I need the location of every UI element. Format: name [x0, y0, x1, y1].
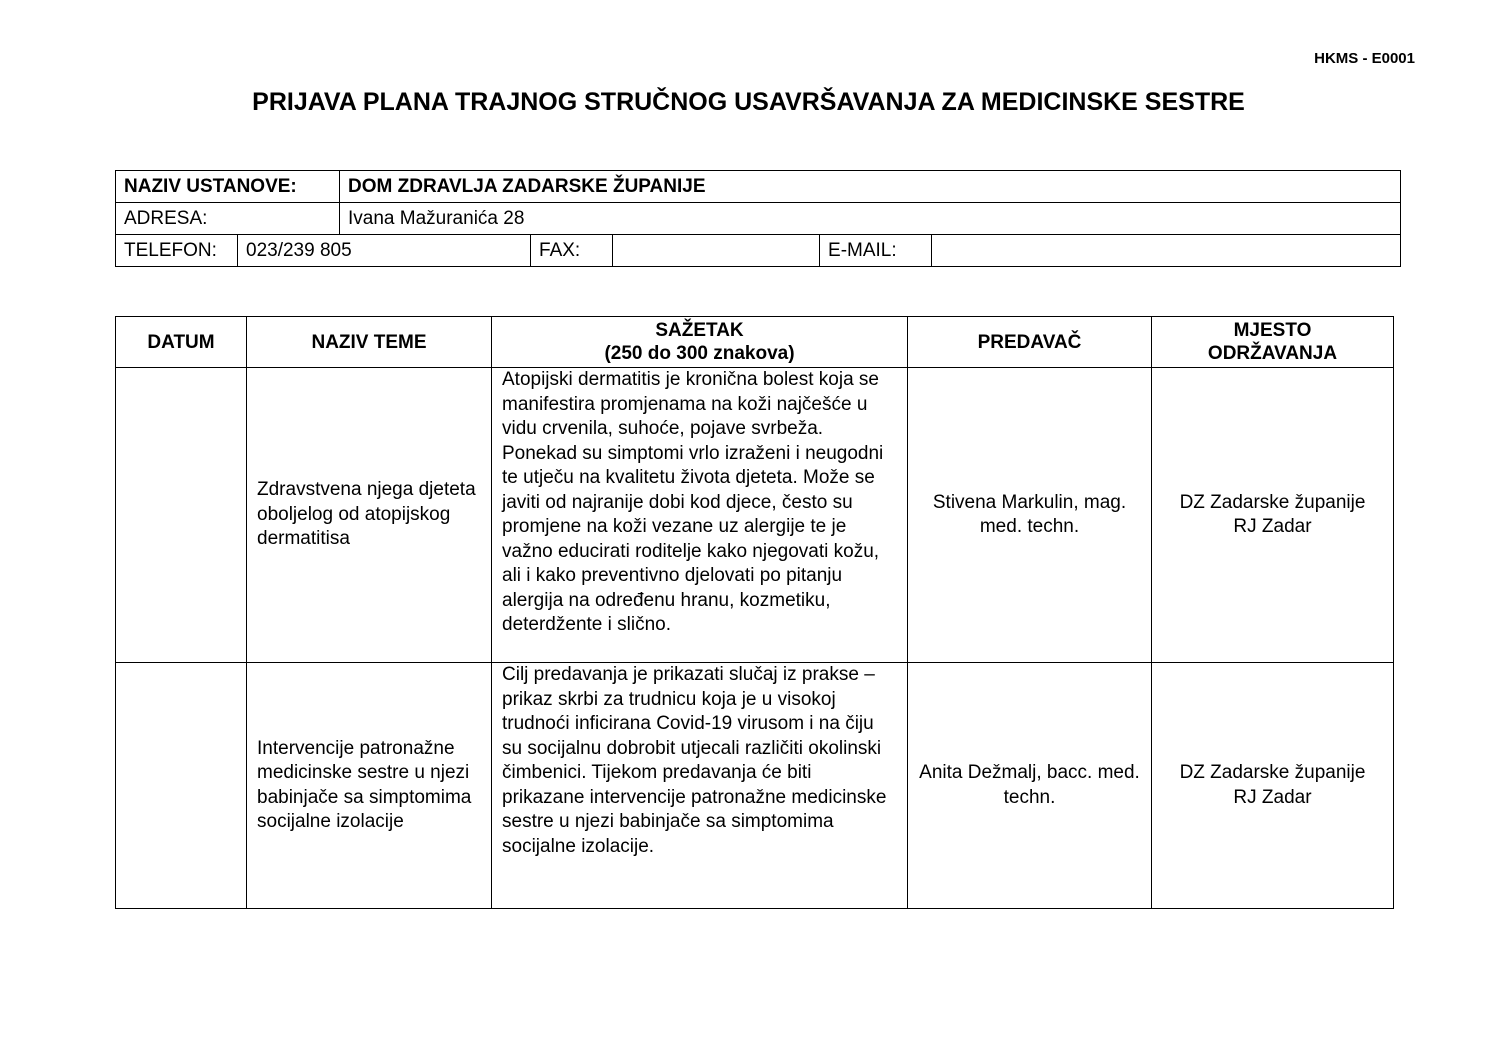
- row-date: [116, 368, 247, 663]
- institution-address-row: [116, 203, 1401, 235]
- form-code: HKMS - E0001: [1314, 50, 1415, 67]
- row-lecturer: Anita Dežmalj, bacc. med. techn.: [908, 663, 1152, 909]
- row-location: [1152, 663, 1394, 909]
- phone-label: TELEFON:: [116, 235, 238, 267]
- address-label: ADRESA:: [116, 203, 340, 235]
- phone-value: 023/239 805: [238, 235, 531, 267]
- table-header-row: [116, 317, 1394, 368]
- header-location-line2: ODRŽAVANJA: [1207, 343, 1338, 364]
- header-summary-note: (250 do 300 znakova): [604, 343, 795, 364]
- institution-contact-row: [116, 235, 1401, 267]
- row-topic: Zdravstvena njega djeteta oboljelog od atopijskog dermatitisa: [247, 368, 492, 663]
- row-summary: Cilj predavanja je prikazati slučaj iz prakse – prikaz skrbi za trudnicu koja je u visokoj trudnoći inficirana Covid-19 virusom i na čiju su socijalnu dobrobit utjecali različiti okolinski čimbenici. Tijekom predavanja će biti prikazane intervencije patronažne medicinske sestre u njezi babinjače sa simptomima socijalne izolacije.: [492, 663, 908, 909]
- table-row: [116, 368, 1394, 663]
- email-label: E-MAIL:: [820, 235, 932, 267]
- header-topic: NAZIV TEME: [247, 317, 492, 368]
- institution-table: [115, 170, 1401, 267]
- header-summary-title: SAŽETAK: [655, 320, 744, 341]
- row-topic: Intervencije patronažne medicinske sestre u njezi babinjače sa simptomima socijalne izolacije: [247, 663, 492, 909]
- lecture-plan-table: [115, 316, 1394, 909]
- row-date: [116, 663, 247, 909]
- row-location-line2: RJ Zadar: [1233, 786, 1312, 808]
- fax-label: FAX:: [531, 235, 613, 267]
- fax-value: [613, 235, 820, 267]
- row-lecturer: Stivena Markulin, mag. med. techn.: [908, 368, 1152, 663]
- header-location: [1152, 317, 1394, 368]
- email-value: [932, 235, 1401, 267]
- header-location-line1: MJESTO: [1233, 320, 1312, 341]
- header-summary: [492, 317, 908, 368]
- header-lecturer: PREDAVAČ: [908, 317, 1152, 368]
- row-location-line2: RJ Zadar: [1233, 516, 1312, 537]
- document-title: PRIJAVA PLANA TRAJNOG STRUČNOG USAVRŠAVANJA ZA MEDICINSKE SESTRE: [252, 88, 1245, 116]
- address-value: Ivana Mažuranića 28: [340, 203, 1401, 235]
- institution-name-row: [116, 171, 1401, 203]
- institution-name-value: DOM ZDRAVLJA ZADARSKE ŽUPANIJE: [340, 171, 1401, 203]
- row-location: [1152, 368, 1394, 663]
- row-location-line1: DZ Zadarske županije: [1179, 491, 1366, 513]
- row-summary: Atopijski dermatitis je kronična bolest koja se manifestira promjenama na koži najčešće u vidu crvenila, suhoće, pojave svrbeža. Ponekad su simptomi vrlo izraženi i neugodni te utječu na kvalitetu života djeteta. Može se javiti od najranije dobi kod djece, često su promjene na koži vezane uz alergije te je važno educirati roditelje kako njegovati kožu, ali i kako preventivno djelovati po pitanju alergija na određenu hranu, kozmetiku, deterdžente i slično.: [492, 368, 908, 663]
- header-date: DATUM: [116, 317, 247, 368]
- institution-name-label: NAZIV USTANOVE:: [116, 171, 340, 203]
- row-location-line1: DZ Zadarske županije: [1179, 762, 1366, 783]
- table-row: [116, 663, 1394, 909]
